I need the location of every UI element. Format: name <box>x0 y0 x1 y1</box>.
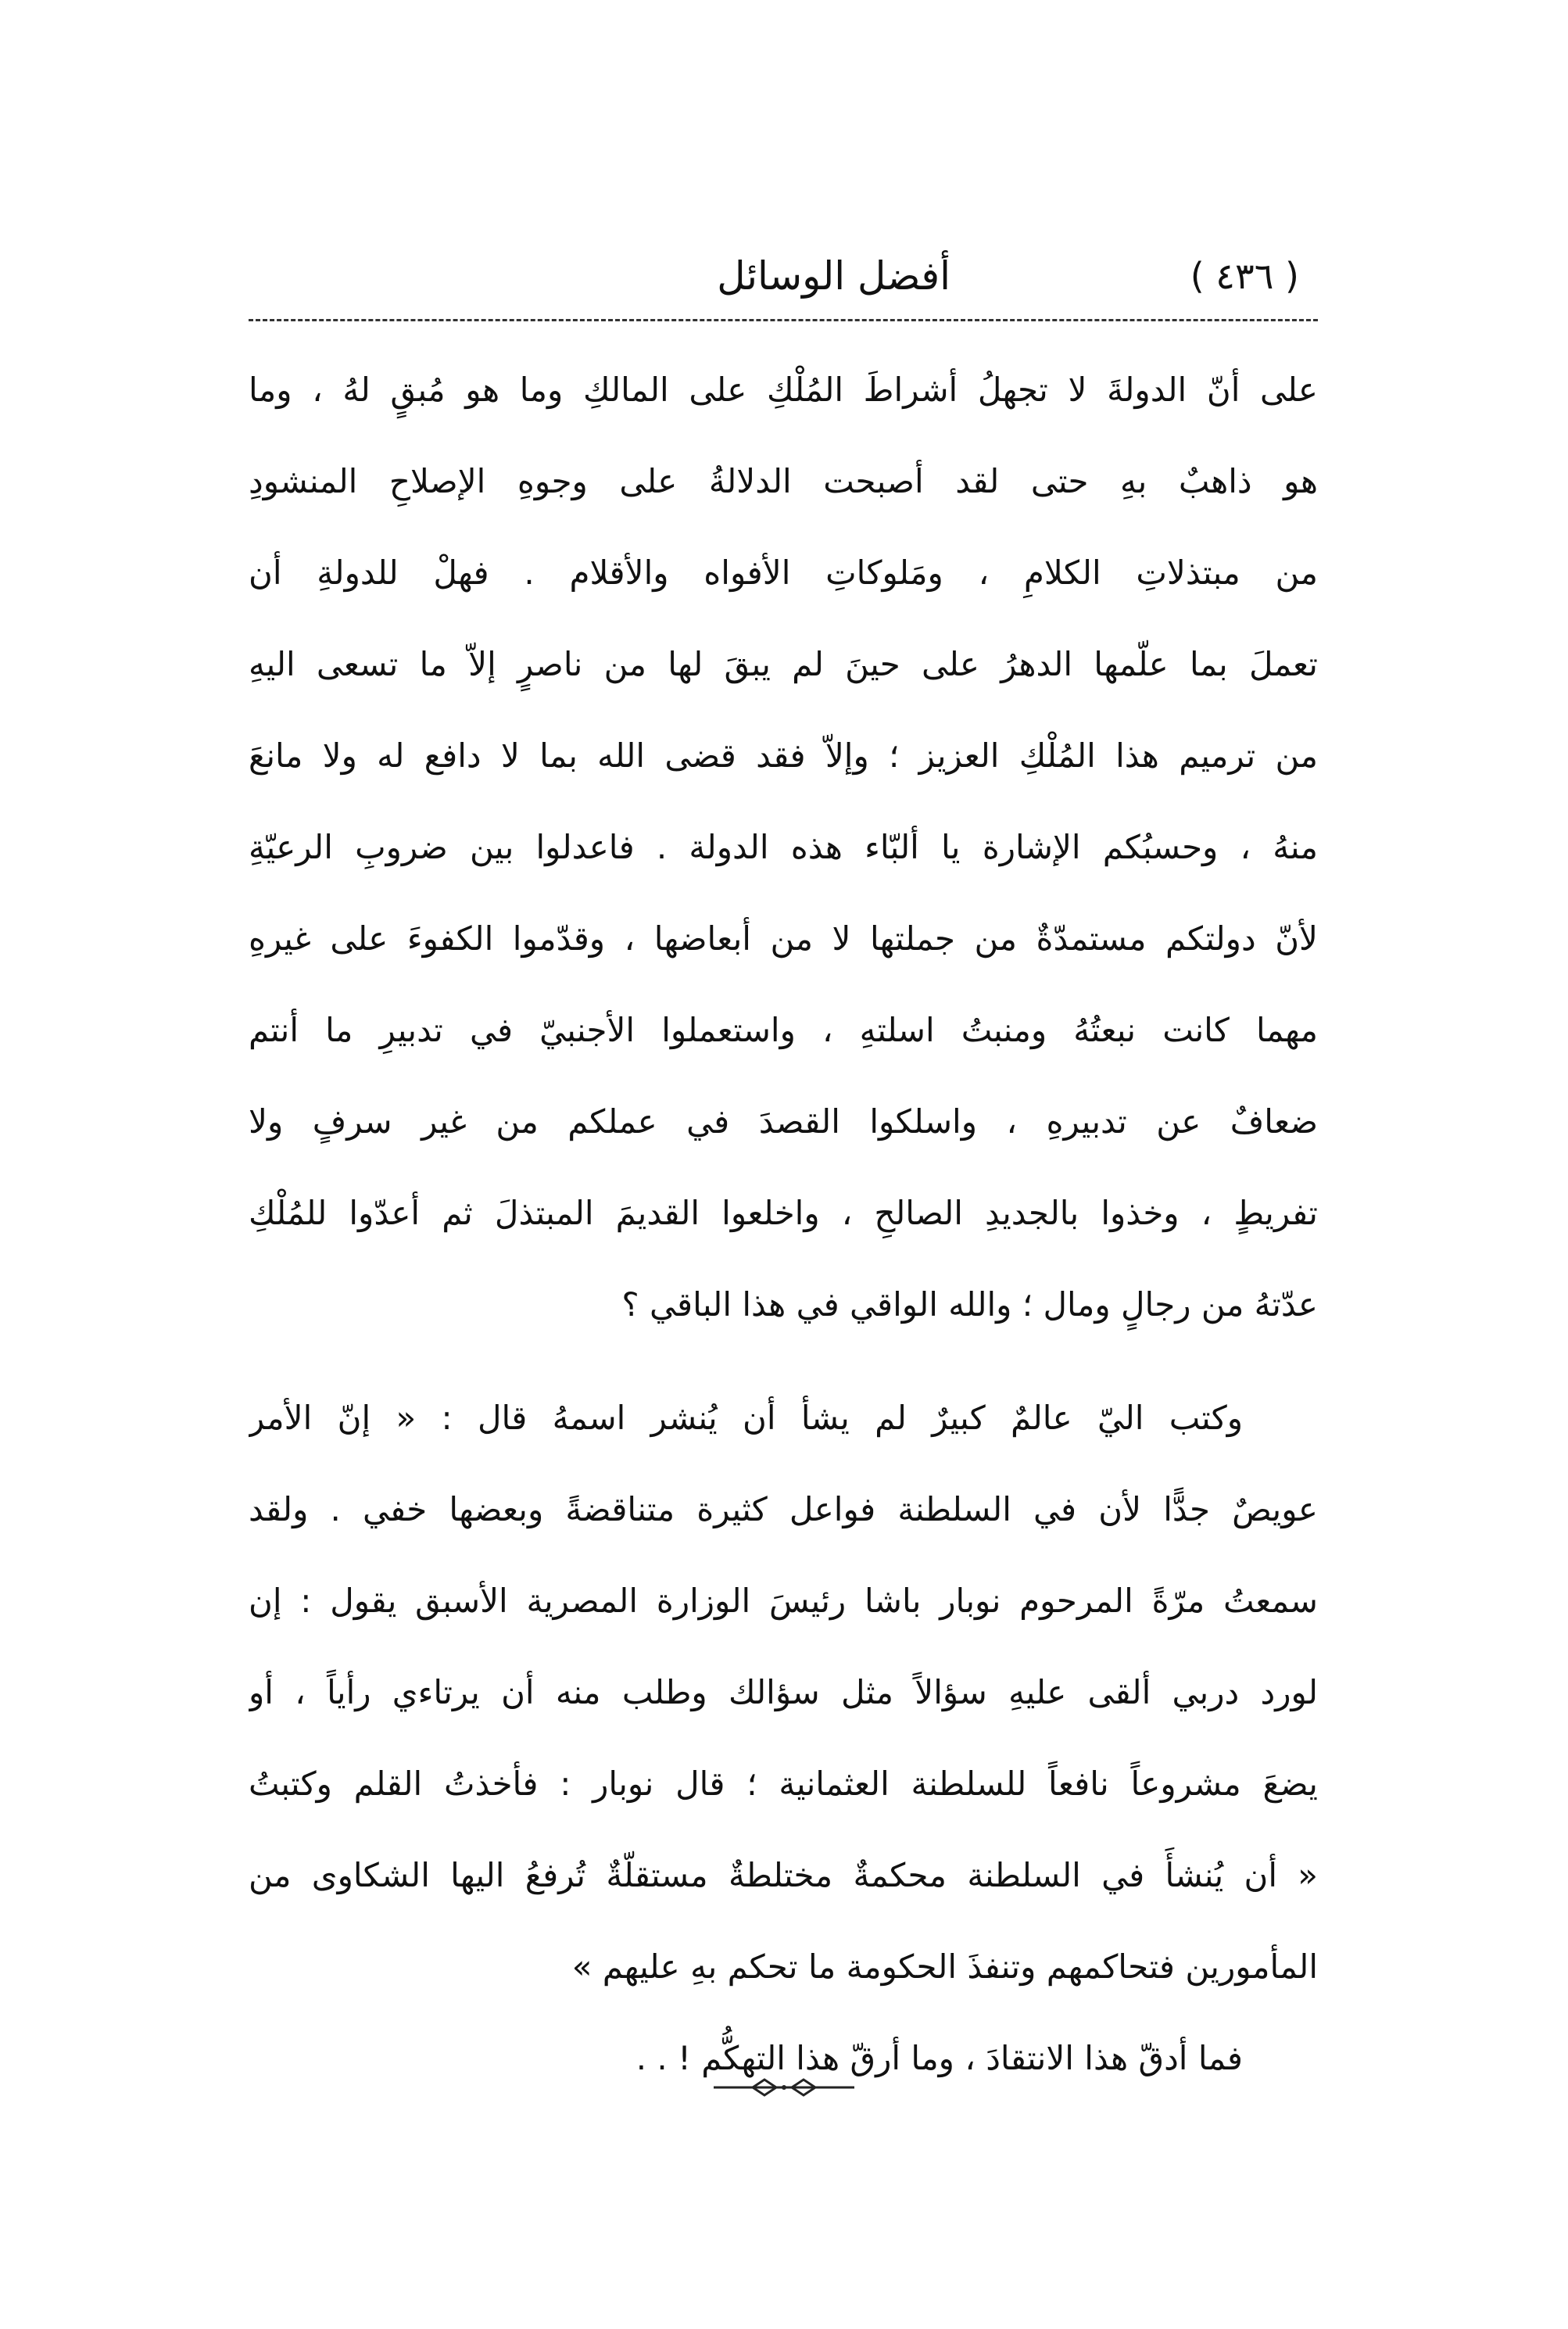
paragraph-gap <box>249 1350 1318 1372</box>
paragraph-2 <box>249 1372 1318 2012</box>
body-text <box>249 344 1318 2104</box>
text-line: المأمورين فتحاكمهم وتنفذَ الحكومة ما تحكم بهِ عليهم » <box>571 1947 1318 1986</box>
closing-line: فما أدقّ هذا الانتقادَ ، وما أرقّ هذا التهكُّم ! . . <box>635 2039 1243 2077</box>
text-line: تفريطٍ ، وخذوا بالجديدِ الصالحِ ، واخلعوا القديمَ المبتذلَ ثم أعدّوا للمُلْكِ <box>249 1194 1318 1232</box>
header-divider <box>249 319 1318 321</box>
paragraph-1 <box>249 344 1318 1350</box>
text-line: لورد دربي ألقى عليهِ سؤالاً مثل سؤالك وطلب منه أن يرتاءي رأياً ، أو <box>249 1673 1318 1711</box>
text-line: هو ذاهبٌ بهِ حتى لقد أصبحت الدلالةُ على وجوهِ الإصلاحِ المنشودِ <box>249 462 1318 500</box>
text-line: مهما كانت نبعتُهُ ومنبتُ اسلتهِ ، واستعملوا الأجنبيّ في تدبيرِ ما أنتم <box>249 1011 1318 1049</box>
text-line: ضعافٌ عن تدبيرهِ ، واسلكوا القصدَ في عملكم من غير سرفٍ ولا <box>249 1102 1318 1141</box>
text-line: تعملَ بما علّمها الدهرُ على حينَ لم يبقَ لها من ناصرٍ إلاّ ما تسعى اليهِ <box>249 645 1318 683</box>
text-line: يضعَ مشروعاً نافعاً للسلطنة العثمانية ؛ قال نوبار : فأخذتُ القلم وكتبتُ <box>249 1765 1318 1803</box>
text-line: « أن يُنشأَ في السلطنة محكمةٌ مختلطةٌ مستقلّةٌ تُرفعُ اليها الشكاوى من <box>249 1856 1318 1894</box>
text-line: من مبتذلاتِ الكلامِ ، ومَلوكاتِ الأفواه والأقلام . فهلْ للدولةِ أن <box>249 554 1318 592</box>
text-line: على أنّ الدولةَ لا تجهلُ أشراطَ المُلْكِ على المالكِ وما هو مُبقٍ لهُ ، وما <box>249 371 1318 409</box>
text-line: لأنّ دولتكم مستمدّةٌ من جملتها لا من أبعاضها ، وقدّموا الكفوءَ على غيرهِ <box>249 919 1318 958</box>
page-number: ( ٤٣٦ ) <box>1190 255 1299 297</box>
text-line: منهُ ، وحسبُكم الإشارة يا ألبّاء هذه الدولة . فاعدلوا بين ضروبِ الرعيّةِ <box>249 828 1318 866</box>
running-title: أفضل الوسائل <box>717 253 950 299</box>
text-line: سمعتُ مرّةً المرحوم نوبار باشا رئيسَ الوزارة المصرية الأسبق يقول : إن <box>249 1582 1318 1620</box>
text-line: عدّتهُ من رجالٍ ومال ؛ والله الواقي في هذا الباقي ؟ <box>621 1285 1318 1324</box>
end-ornament-icon <box>706 2076 862 2099</box>
text-line: من ترميم هذا المُلْكِ العزيز ؛ وإلاّ فقد قضى الله بما لا دافع له ولا مانعَ <box>249 736 1318 775</box>
page-header <box>249 249 1318 303</box>
text-line: وكتب اليّ عالمٌ كبيرٌ لم يشأ أن يُنشر اسمهُ قال : « إنّ الأمر <box>249 1399 1243 1437</box>
text-line: عويصٌ جدًّا لأن في السلطنة فواعل كثيرة متناقضةً وبعضها خفي . ولقد <box>249 1490 1318 1528</box>
